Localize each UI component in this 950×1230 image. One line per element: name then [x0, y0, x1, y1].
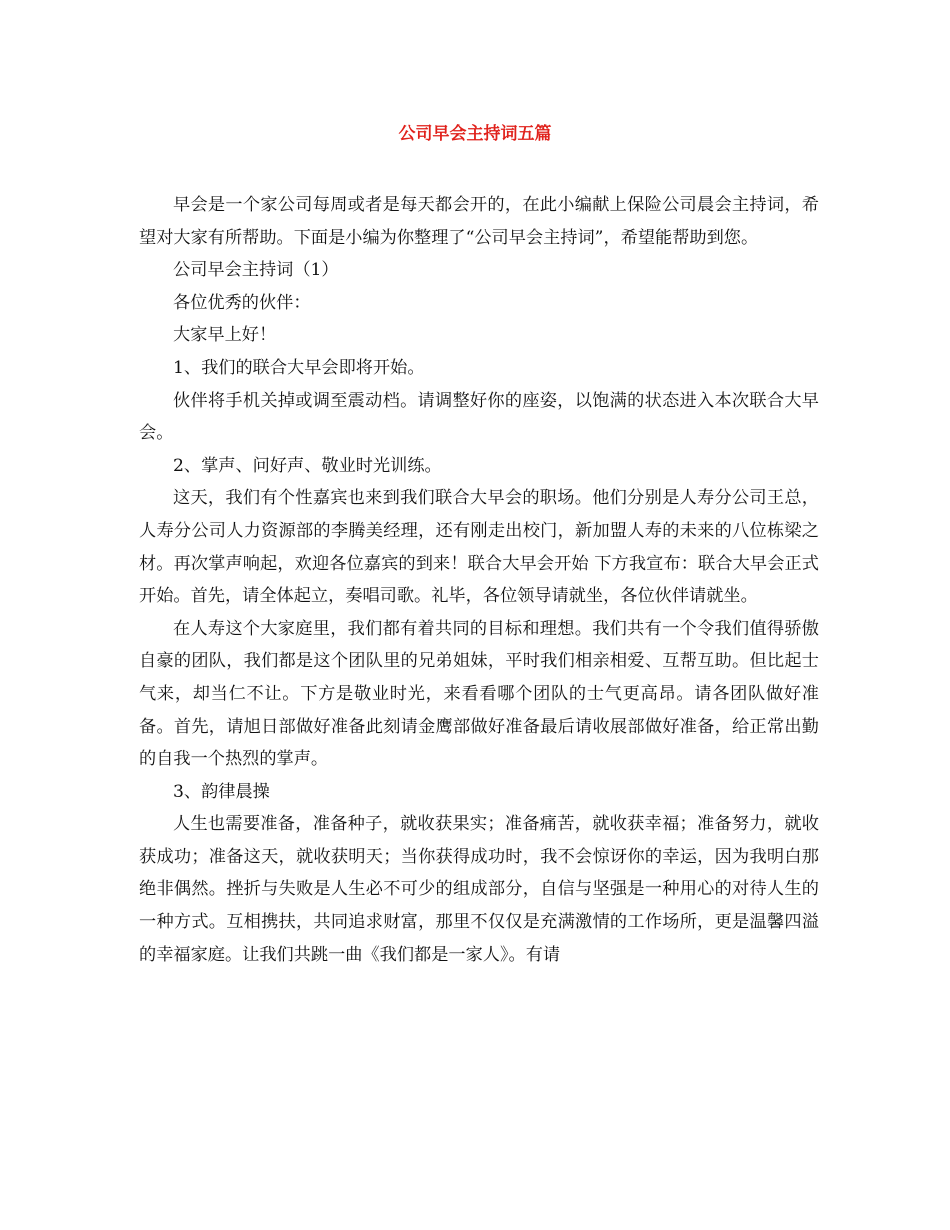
paragraph-greeting: 大家早上好！: [173, 325, 277, 346]
paragraph-section-heading: 公司早会主持词（1）: [173, 260, 339, 281]
paragraph-phone-notice: 伙伴将手机关掉或调至震动档。请调整好你的座姿，以饱满的状态进入本次联合大早会。: [139, 390, 819, 444]
paragraph-item-1: 1、我们的联合大早会即将开始。: [173, 357, 425, 378]
paragraph-salutation: 各位优秀的伙伴：: [173, 292, 311, 313]
paragraph-intro: 早会是一个家公司每周或者是每天都会开的，在此小编献上保险公司晨会主持词，希望对大家有所帮助。下面是小编为你整理了“公司早会主持词”，希望能帮助到您。: [139, 195, 819, 248]
paragraph-team-spirit: 在人寿这个大家庭里，我们都有着共同的目标和理想。我们共有一个令我们值得骄傲自豪的团队，我们都是这个团队里的兄弟姐妹，平时我们相亲相爱、互帮互助。但比起士气来，却当仁不让。下方是敬业时光，来看看哪个团队的士气更高昂。请各团队做好准备。首先，请旭日部做好准备此刻请金鹰部做好准备最后请收展部做好准备，给正常出勤的自我一个热烈的掌声。: [139, 618, 819, 770]
document-body: [139, 189, 819, 971]
paragraph-preparation: 人生也需要准备，准备种子，就收获果实；准备痛苦，就收获幸福；准备努力，就收获成功；准备这天，就收获明天；当你获得成功时，我不会惊讶你的幸运，因为我明白那绝非偶然。挫折与失败是人生必不可少的组成部分，自信与坚强是一种用心的对待人生的一种方式。互相携扶，共同追求财富，那里不仅仅是充满激情的工作场所，更是温馨四溢的幸福家庭。让我们共跳一曲《我们都是一家人》。有请: [139, 814, 819, 965]
paragraph-item-3: 3、韵律晨操: [173, 781, 270, 802]
paragraph-item-2: 2、掌声、问好声、敬业时光训练。: [173, 455, 442, 476]
paragraph-guests: 这天，我们有个性嘉宾也来到我们联合大早会的职场。他们分别是人寿分公司王总，人寿分公司人力资源部的李腾美经理，还有刚走出校门，新加盟人寿的未来的八位栋梁之材。再次掌声响起，欢迎各位嘉宾的到来！联合大早会开始 下方我宣布：联合大早会正式开始。首先，请全体起立，奏唱司歌。礼毕，各位领导请就坐，各位伙伴请就坐。: [139, 488, 819, 607]
document-title: 公司早会主持词五篇: [398, 124, 552, 144]
